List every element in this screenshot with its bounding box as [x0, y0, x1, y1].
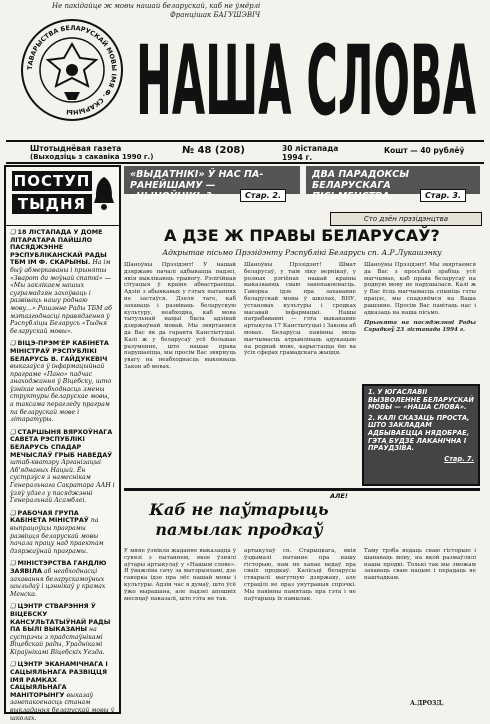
sidebar-news-body: выказаў занепакоенасць станам выкладання беларускай мовы ў школах.	[10, 691, 115, 722]
callout-item: Стар. 7.	[444, 454, 474, 463]
sidebar-news-item: ❏ РАБОЧАЯ ГРУПА КАБІНЕТА МІНІСТРАЎ па выпрацоўцы праграмы развіцця беларускай мовы пачала працу над праектам дзяржаўнай праграмы.	[10, 508, 104, 555]
banner-left[interactable]: «ВЫДАТНІКІ» Ў НАС ПА-РАНЕЙШАМУ — «ЧЫНОЎНІКІ»? Стар. 2.	[124, 166, 300, 194]
callout-items	[368, 389, 474, 463]
banner-left-page: Стар. 2.	[240, 189, 286, 202]
sidebar-news-head: ВІЦЭ-ПРЭМ'ЕР КАБІНЕТА МІНІСТРАЎ РЭСПУБЛІКІ БЕЛАРУСЬ В. ГАЙДУКЕВІЧ	[10, 339, 109, 363]
callout-item: 1. У ЮГАСЛАВІІ ВЫЗВОЛЕННЕ БЕЛАРУСКАЙ МОВЫ — «НАША СЛОВА».	[368, 388, 474, 412]
emblem-ring-text: ТАВАРЫСТВА БЕЛАРУСКАЙ МОВЫ ІМЯ Ф. СКАРЫНЫ	[25, 23, 119, 117]
sidebar-news-item: ❏ 18 ЛІСТАПАДА У ДОМЕ ЛІТАРАТАРА ПАЙШЛО ПАСЯДЖЭННЕ РЭСПУБЛІКАНСКАЙ РАДЫ ТБМ ІМ Ф. СКАРЫНЫ. На ім быў абмеркаваны і прыняты «Зварот да моўнай спаткі» — «Мы заклікаем нашых суграмадзян захоўваць і развіваць нашу роднаю мову...» Рашэнне Рады ТБМ аб мэтазгоднасці правядзення ў Рэспубліцы Беларусь «Тыдня беларускай мовы».	[10, 228, 112, 335]
second-article-col-3: Таму трэба ведаць сваю гісторыю і шанаваць мову, на якой размаўлялі нашы продкі. Толькі так мы зможам захаваць сваю нацыю і перадаць яе нашчадкам.	[364, 548, 476, 582]
banner-right[interactable]: ДВА ПАРАДОКСЫ БЕЛАРУСКАГА ПІСЬМЕНСТВА. Стар. 3.	[306, 166, 480, 194]
sidebar-news-head: РАБОЧАЯ ГРУПА КАБІНЕТА МІНІСТРАЎ	[10, 508, 89, 525]
masthead-title-text: НАША СЛОВА	[136, 25, 476, 137]
section-divider	[124, 488, 480, 491]
masthead-title	[132, 24, 480, 137]
sidebar-news-item: ❏ ЦЭНТР ЭКАНАМІЧНАГА І САЦЫЯЛЬНАГА РАЗВІЦЦЯ ІМЯ РАМКАХ САЦЫЯЛЬНАГА МАНІТОРЫНГУ выказаў занепакоенасць станам выкладання беларускай мовы ў школах.	[10, 660, 115, 722]
issue-date: 30 лістапада 1994 г.	[282, 144, 339, 162]
sidebar-news-head: СТАРШЫНЯ ВЯРХОЎНАГА САВЕТА РЭСПУБЛІКІ БЕЛАРУСЬ СПАДАР МЕЧЫСЛАЎ ГРЫБ НАВЕДАЎ	[10, 427, 113, 459]
sidebar-news-body: на сустрэчы з прадстаўнікамі Віцебскай рады, Ураднікамі Кіраўнікамі Віцебскіх Уезда.	[10, 626, 105, 656]
sidebar-news-item: ❏ ВІЦЭ-ПРЭМ'ЕР КАБІНЕТА МІНІСТРАЎ РЭСПУБЛІКІ БЕЛАРУСЬ В. ГАЙДУКЕВІЧ выказаўся ў інфармацыйнай праграме «Пано» падчас знаходжання ў Віцебску, што ўзнікае неабходнасць змены структуры беларускае мовы, а таксама перагледу праграм па беларускай мове і літаратуры.	[10, 339, 112, 424]
second-article-col-2: артыкулаў сп. Старыцкага, якія ўздымалі пытанне пра нашу гісторыю, нам не хапае ведаў пра сваіх продкаў. Калісьці беларусы стварылі магутную дзяржаву, але страцілі яе праз унутраныя спрэчкі. Мы павінны памятаць пра гэта і не паўтарыць іх памылак.	[244, 548, 356, 602]
motto-line-1: Не пакідайце ж мовы нашай беларускай, каб не ўмёрлі	[52, 2, 261, 10]
second-article-col-1: У мяне ўзнікла жаданне выказацца ў сувязі з пытаннем, якое ўзнялі аўтары артыкулаў у «Нашым слове». Я ўважліва сачу за матэрыяламі, дзе гаворка ідзе пра лёс нашай мовы і культуры. Адзін час я думаў, што ўсё ўжо вырашана, але падзеі апошніх месяцаў паказалі, што гэта не так.	[124, 548, 236, 602]
sidebar-news-body: На ім быў абмеркаваны і прыняты «Зварот да моўнай спаткі» — «Мы заклікаем нашых суграмадзян захоўваць і развіваць нашу роднаю мову...» Рашэнне Рады ТБМ аб мэтазгоднасці правядзення ў Рэспубліцы Беларусь «Тыдня беларускай мовы».	[10, 259, 112, 335]
main-article-col-2: Шаноўны Прэзідэнт! Шмат беларусаў, у тым ліку вернікаў, у розных рэгіёнах нашай краіны выказваюць сваю занепакоенасць. Гаворка ідзе пра захаванне беларускай мовы ў школах, ВНУ, установах культуры і сродках масавай інфармацыі. Нашы патрабаванні — гэта выкананне артыкула 17 Канстытуцыі і Закона аб мовах. Беларусы павінны мець магчымасць атрымліваць адукацыю на роднай мове, карыстацца ёю ва ўсіх сферах грамадскага жыцця.	[244, 262, 356, 357]
sidebar-news-body: аб неабходнасці захавання беларускамоўных шыльдаў і цэннікаў у крамах Менска.	[10, 567, 106, 598]
banner-right-page: Стар. 3.	[420, 189, 466, 202]
sidebar-news-head: ЦЭНТР СТВАРЭННЯ Ў ВІЦЕБСКУ КАНСУЛЬТАТЫЎНАЙ РАДЫ ПА БЫЛІ ВЫКАЗАНЫ	[10, 602, 111, 634]
sidebar-news-body: па выпрацоўцы праграмы развіцця беларускай мовы пачала працу над праектам дзяржаўнай праграмы.	[10, 517, 104, 555]
sidebar-news-item: ❏ СТАРШЫНЯ ВЯРХОЎНАГА САВЕТА РЭСПУБЛІКІ БЕЛАРУСЬ СПАДАР МЕЧЫСЛАЎ ГРЫБ НАВЕДАЎ штаб-кватэру Арганізацыі Аб'яднаных Нацый. Ён сустрэўся з намеснікам Генеральнага Сакратара ААН і ўзяў удзел у пасяджэнні Генеральнай Асамблеі.	[10, 427, 115, 505]
sidebar-news-head: ЦЭНТР ЭКАНАМІЧНАГА І САЦЫЯЛЬНАГА РАЗВІЦЦЯ ІМЯ РАМКАХ САЦЫЯЛЬНАГА МАНІТОРЫНГУ	[10, 660, 108, 699]
sidebar-items	[6, 226, 119, 724]
sidebar-news-item: ❏ МІНІСТЭРСТВА ГАНДЛЮ ЗАЯВІЛА аб неабходнасці захавання беларускамоўных шыльдаў і цэннікаў у крамах Менска.	[10, 559, 107, 598]
sidebar-news-head: МІНІСТЭРСТВА ГАНДЛЮ ЗАЯВІЛА	[10, 559, 107, 575]
callout-box[interactable]	[362, 384, 480, 486]
motto-author: Францішак БАГУШЭВІЧ	[170, 11, 261, 19]
sidebar-title: ПОСТУП ТЫДНЯ	[13, 172, 91, 213]
main-headline: А ДЗЕ Ж ПРАВЫ БЕЛАРУСАЎ?	[164, 226, 440, 245]
frequency: Штотыднёвая газета (Выходзіць з сакавіка 1990 г.)	[30, 144, 154, 161]
sidebar-header	[6, 167, 119, 226]
sidebar-news-body: штаб-кватэру Арганізацыі Аб'яднаных Нацый. Ён сустрэўся з намеснікам Генеральнага Сакратара ААН і ўзяў удзел у пасяджэнні Генеральнай Асамблеі.	[10, 459, 115, 505]
sidebar-news-body: выказаўся ў інфармацыйнай праграме «Пано» падчас знаходжання ў Віцебску, што ўзнікае неабходнасць змены структуры беларускае мовы, а таксама перагледу праграм па беларускай мове і літаратуры.	[10, 363, 112, 424]
weekly-progress-sidebar	[4, 165, 121, 722]
section-tag: Сто дзён прэзідэнцтва	[330, 212, 482, 226]
price: Кошт — 40 рублёў	[384, 146, 465, 155]
article-author: А.ДРОЗД.	[410, 700, 444, 707]
sidebar-news-item: ❏ ЦЭНТР СТВАРЭННЯ Ў ВІЦЕБСКУ КАНСУЛЬТАТЫЎНАЙ РАДЫ ПА БЫЛІ ВЫКАЗАНЫ на сустрэчы з прадстаўнікамі Віцебскай рады, Ураднікамі Кіраўнікамі Віцебскіх Уезда.	[10, 602, 111, 656]
bell-icon	[93, 175, 115, 217]
main-article-col-1: Шаноўны Прэзідэнт! У нашай дзяржаве пачалі адбывацца падзеі, якія выклікаюць трывогу. Рэлігійная сітуацыя ў краіне абвастраецца. Адзін з абыякавых у гэтых пытаннях не застаўся. Дзеля таго, каб захаваць і развіваць беларускую культуру, неабходна, каб мова тытульнай нацыі была адзінай дзяржаўнай мовай. Мы звяртаемся да Вас як да гаранта Канстытуцыі. Калі ж у беларусаў усё большае разуменне, што нашае права парушаецца, мы просім Вас звярнуць увагу на неабходнасць выконваць Закон аб мовах.	[124, 262, 236, 370]
second-headline: Каб не паўтарыць памылак продкаў	[149, 500, 329, 539]
tbm-emblem-icon	[20, 18, 124, 122]
ale-tag: АЛЕ!	[330, 492, 348, 500]
main-article-col-3: Шаноўны Прэзідэнт! Мы звяртаемся да Вас з просьбай зрабіць усё магчымае, каб права беларусаў на родную мову не парушалася. Калі ж у Вас ёсць магчымасць спыніць гэты працэс, мы спадзяёмся на Ваша рашэнне. Просім Вас павітаць нас і адказаць на наша пісьмо. Прынята на пасяджэнні Рады Сарадкоў 23 лістапада 1994 г.	[364, 262, 476, 334]
issue-info-bar	[6, 140, 484, 164]
issue-number: № 48 (208)	[182, 145, 245, 156]
sidebar-news-head: 18 ЛІСТАПАДА У ДОМЕ ЛІТАРАТАРА ПАЙШЛО ПАСЯДЖЭННЕ РЭСПУБЛІКАНСКАЙ РАДЫ ТБМ ІМ Ф. СКАРЫНЫ.	[10, 228, 107, 267]
main-subhead: Адкрытае пісьмо Прэзідэнту Рэспублікі Беларусь сп. А.Р.Лукашэнку	[162, 248, 442, 257]
callout-item: 2. КАЛІ СКАЗАЦЬ ПРОСТА, ШТО ЗАКЛАДАМ АДБЫВАЕЦЦА НЯДОБРАЕ, ГЭТА БУДЗЕ ЛАКАНІЧНА І ПРАЎДЗІВА.	[368, 413, 470, 453]
second-article	[124, 548, 480, 708]
main-article-note: Прынята на пасяджэнні Рады Сарадкоў 23 лістапада 1994 г.	[364, 320, 476, 334]
